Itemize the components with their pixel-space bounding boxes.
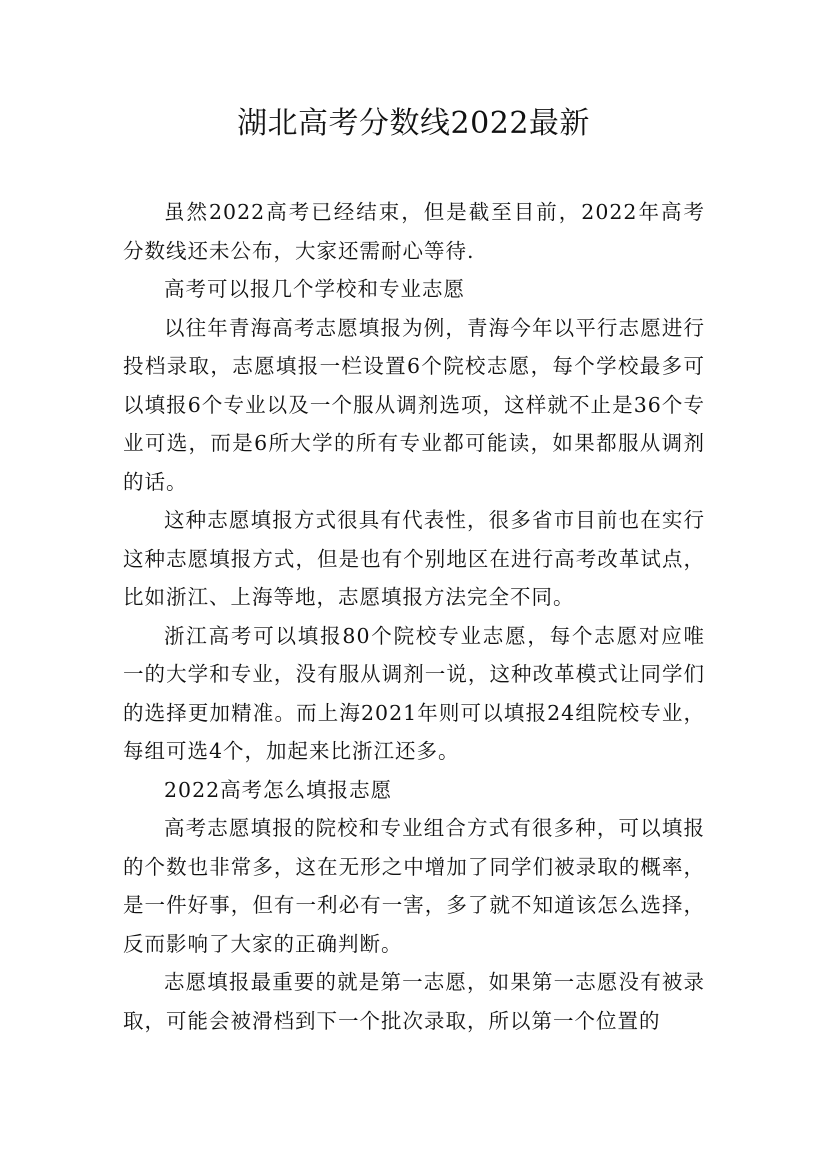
document-title: 湖北高考分数线2022最新 xyxy=(237,106,590,141)
section-heading-how-to-fill: 2022高考怎么填报志愿 xyxy=(164,777,393,802)
paragraph-intro: 虽然2022高考已经结束，但是截至目前，2022年高考分数线还未公布，大家还需耐心等待. xyxy=(123,200,705,263)
paragraph-first-choice: 志愿填报最重要的就是第一志愿，如果第一志愿没有被录取，可能会被滑档到下一个批次录取，所以第一个位置的 xyxy=(123,970,705,1033)
paragraph-combinations: 高考志愿填报的院校和专业组合方式有很多种，可以填报的个数也非常多，这在无形之中增加了同学们被录取的概率，是一件好事，但有一利必有一害，多了就不知道该怎么选择，反而影响了大家的正确判断。 xyxy=(123,816,705,956)
paragraph-zhejiang-shanghai: 浙江高考可以填报80个院校专业志愿，每个志愿对应唯一的大学和专业，没有服从调剂一说，这种改革模式让同学们的选择更加精准。而上海2021年则可以填报24组院校专业，每组可选4个，加起来比浙江还多。 xyxy=(123,623,705,763)
document-body xyxy=(123,193,705,1040)
paragraph-representative-method: 这种志愿填报方式很具有代表性，很多省市目前也在实行这种志愿填报方式，但是也有个别地区在进行高考改革试点，比如浙江、上海等地，志愿填报方法完全不同。 xyxy=(123,508,705,609)
section-heading-how-many-choices: 高考可以报几个学校和专业志愿 xyxy=(164,277,465,301)
paragraph-qinghai-example: 以往年青海高考志愿填报为例，青海今年以平行志愿进行投档录取，志愿填报一栏设置6个院校志愿，每个学校最多可以填报6个专业以及一个服从调剂选项，这样就不止是36个专业可选，而是6所大学的所有专业都可能读，如果都服从调剂的话。 xyxy=(123,315,705,494)
